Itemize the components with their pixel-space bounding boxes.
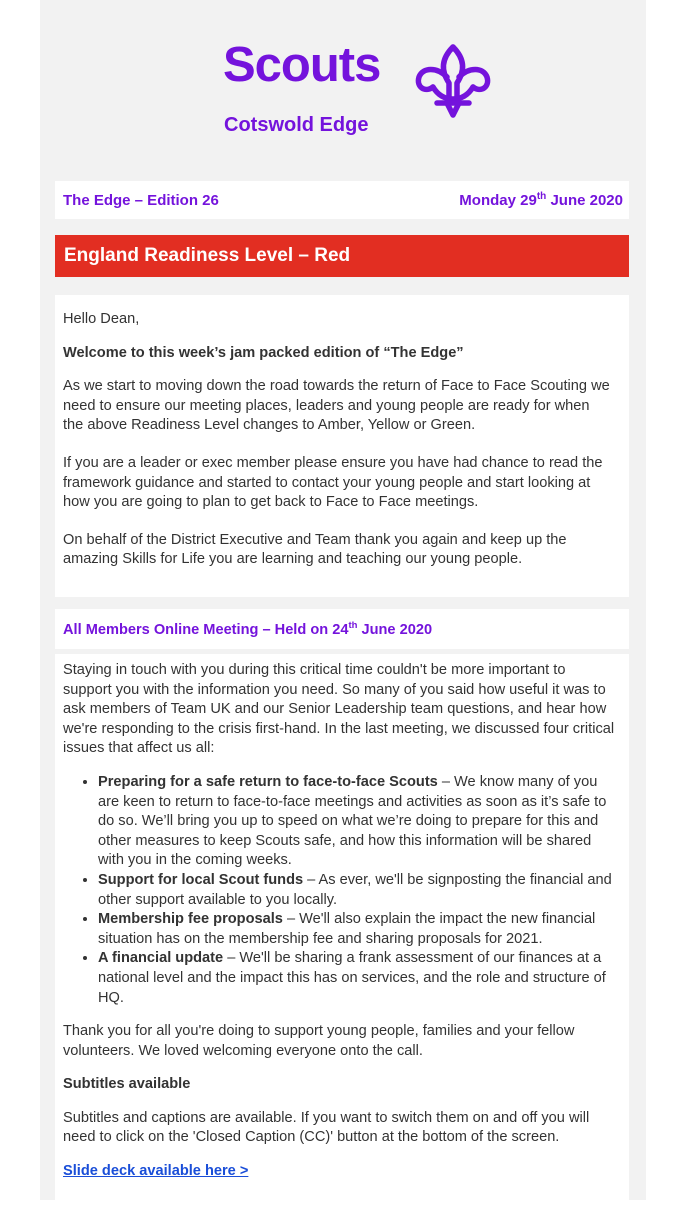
issues-list — [63, 773, 617, 1008]
list-item — [98, 773, 617, 871]
meeting-paragraph-2: Thank you for all you're doing to support young people, families and your fellow volunteers. We loved welcoming everyone onto the call. — [63, 1023, 575, 1059]
newsletter-container — [40, 0, 646, 1200]
welcome-heading: Welcome to this week’s jam packed edition of “The Edge” — [63, 344, 464, 361]
logo-subtitle: Cotswold Edge — [224, 114, 369, 136]
edition-date-month-year: June 2020 — [546, 192, 623, 209]
intro-paragraph-3: On behalf of the District Executive and Team thank you again and keep up the amazing Skills for Life you are learning and teaching our young people. — [63, 531, 567, 568]
meeting-paragraph-1: Staying in touch with you during this critical time couldn't be more important to support you with the information you need. So many of you said how useful it was to ask members of Team UK and our Senior Leadership team questions, and hear how we're responding to the crisis first-hand. In the last meeting, we discussed four critical issues that affect us all: — [63, 662, 615, 757]
subtitles-heading: Subtitles available — [63, 1076, 191, 1093]
readiness-banner-text: England Readiness Level – Red — [64, 245, 351, 266]
list-item-title: Preparing for a safe return to face-to-face Scouts — [98, 773, 438, 790]
slide-deck-link[interactable]: Slide deck available here > — [63, 1163, 249, 1180]
meeting-section-header — [55, 609, 629, 649]
list-item-title: A financial update — [98, 950, 224, 967]
list-item — [98, 910, 617, 949]
meeting-title-date: June 2020 — [357, 622, 433, 638]
meeting-title-text: All Members Online Meeting – Held on 24 — [63, 622, 349, 638]
list-item-text: – We know many of you are keen to return to face-to-face meetings and activities as soon as it’s safe to do so. We’ll bring you up to speed on what we’re doing to prepare for this and other measures to keep Scouts safe, and how this information will be shared with you in the coming weeks. — [98, 773, 607, 869]
fleur-de-lis-icon — [411, 41, 495, 121]
meeting-title — [63, 622, 432, 638]
list-item-title: Membership fee proposals — [98, 911, 283, 928]
list-item-text: – As ever, we'll be signposting the financial and other support available to you locally. — [98, 871, 612, 908]
list-item-title: Support for local Scout funds — [98, 871, 304, 888]
list-item — [98, 871, 617, 910]
list-item-text: – We'll also explain the impact the new financial situation has on the membership fee and sharing proposals for 2021. — [98, 911, 596, 947]
logo-title: Scouts — [223, 38, 381, 92]
intro-section — [55, 295, 629, 597]
newsletter-header — [55, 0, 629, 168]
intro-paragraph-2: If you are a leader or exec member please ensure you have had chance to read the framework guidance and started to contact your young people and start looking at how you are going to plan to get back to Face to Face meetings. — [63, 454, 603, 511]
edition-title: The Edge – Edition 26 — [63, 192, 219, 209]
scouts-logo[interactable] — [223, 35, 495, 145]
list-item — [98, 949, 617, 1008]
edition-date-day: Monday 29 — [459, 192, 537, 209]
edition-date — [459, 192, 623, 209]
list-item-text: – We'll be sharing a frank assessment of our finances at a national level and the impact this has on services, and the role and structure of HQ. — [98, 950, 606, 1006]
intro-paragraph-1: As we start to moving down the road towards the return of Face to Face Scouting we need to ensure our meeting places, leaders and young people are ready for when the above Readiness Level changes to Amber, Yellow or Green. — [63, 378, 610, 434]
meeting-section-body — [55, 654, 629, 1214]
edition-bar — [55, 181, 629, 219]
subtitles-paragraph: Subtitles and captions are available. If you want to switch them on and off you will need to click on the 'Closed Caption (CC)' button at the bottom of the screen. — [63, 1109, 590, 1146]
readiness-banner — [55, 235, 629, 277]
edition-date-ordinal: th — [536, 191, 547, 202]
greeting: Hello Dean, — [63, 311, 140, 327]
meeting-title-ordinal: th — [348, 620, 358, 631]
